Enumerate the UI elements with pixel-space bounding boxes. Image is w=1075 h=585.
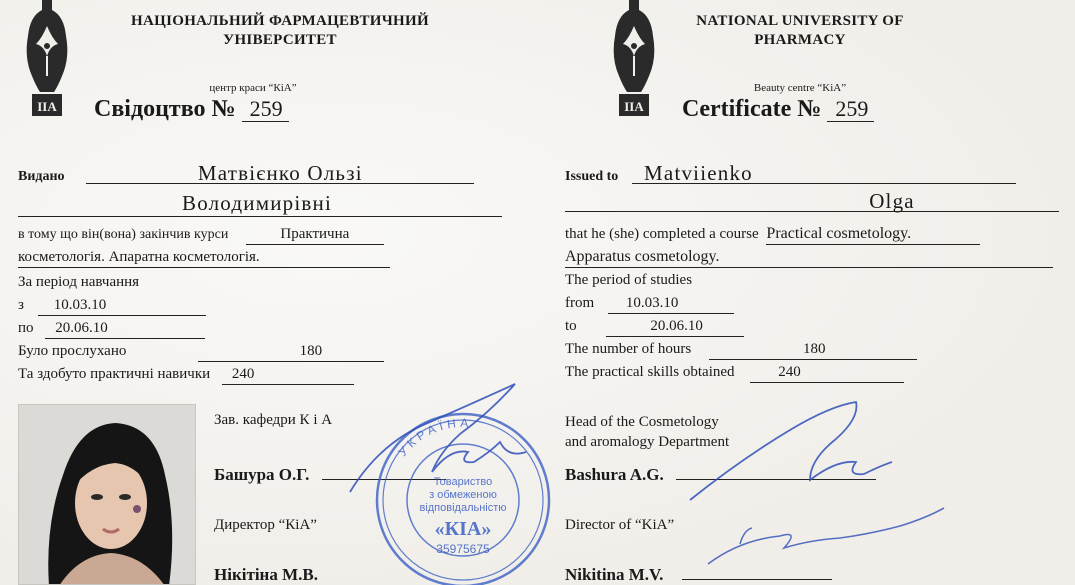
to-label: по — [18, 320, 34, 336]
svg-text:ІІА: ІІА — [37, 99, 57, 114]
beauty-centre-label: Beauty centre “KiA” — [753, 82, 847, 94]
director-name: Nikitina M.V. — [565, 565, 664, 584]
director-label: Директор “КіА” — [214, 517, 317, 533]
certificate-heading — [682, 96, 874, 123]
head-name-row — [214, 465, 446, 485]
head-signature-line — [322, 479, 446, 480]
university-title: НАЦІОНАЛЬНИЙ ФАРМАЦЕВТИЧНИЙ УНІВЕРСИТЕТ — [131, 13, 429, 48]
issued-row — [565, 163, 1016, 187]
course-part2: Apparatus cosmetology. — [565, 247, 1053, 268]
hours-value: 180 — [198, 341, 384, 362]
skills-value: 240 — [222, 364, 354, 385]
stamp-top-text: УКРАЇНА — [395, 415, 473, 459]
stamp-center: «КІА» — [434, 518, 492, 540]
divider-rule — [18, 216, 502, 217]
head-label: Зав. кафедри К і А — [214, 412, 333, 428]
hours-row — [18, 341, 384, 362]
head-signature-line — [676, 479, 876, 480]
from-row — [18, 295, 206, 316]
stamp-line2: з обмеженою — [429, 489, 497, 501]
certificate-number: 259 — [242, 97, 289, 122]
recipient-name-line2: Володимирівні — [182, 191, 332, 215]
name-line2-row — [565, 191, 1059, 214]
from-date: 10.03.10 — [608, 293, 734, 314]
period-label: The period of studies — [565, 272, 693, 288]
issued-row — [18, 163, 474, 187]
course-intro: в тому що він(вона) закінчив курси — [18, 227, 229, 242]
course-row-2 — [18, 247, 390, 268]
recipient-name-line1: Матвієнко Ользі — [86, 163, 474, 184]
vase-emblem-icon — [605, 0, 663, 119]
hours-value: 180 — [709, 339, 917, 360]
head-label-line2: and aromalogy Department — [565, 434, 730, 450]
head-name: Bashura A.G. — [565, 465, 664, 484]
recipient-name-line2: Olga — [565, 191, 1059, 212]
from-row — [565, 293, 734, 314]
course-part2: косметологія. Апаратна косметологія. — [18, 247, 390, 268]
from-label: з — [18, 297, 24, 313]
certificate-label: Свідоцтво № — [94, 96, 236, 122]
name-line2-row — [18, 193, 496, 216]
to-row — [565, 316, 744, 337]
skills-row — [565, 362, 904, 383]
head-name: Башура О.Г. — [214, 465, 310, 484]
stamp-code: 35975675 — [436, 542, 490, 556]
course-part1: Практична — [246, 224, 384, 245]
hours-row — [565, 339, 917, 360]
course-intro: that he (she) completed a course — [565, 226, 759, 242]
certificate-heading — [94, 96, 289, 123]
head-label-line1: Head of the Cosmetology — [565, 414, 719, 430]
course-part1: Practical cosmetology. — [766, 224, 980, 245]
university-title: NATIONAL UNIVERSITY OF PHARMACY — [696, 13, 904, 48]
to-date: 20.06.10 — [45, 318, 205, 339]
director-signature-line — [682, 579, 832, 580]
to-row — [18, 318, 205, 339]
skills-value: 240 — [750, 362, 904, 383]
director-name-row — [565, 565, 832, 585]
course-row-2 — [565, 247, 1053, 268]
skills-row — [18, 364, 354, 385]
stamp-line3: відповідальністю — [419, 502, 507, 514]
from-label: from — [565, 295, 595, 311]
head-name-row — [565, 465, 876, 485]
course-row — [565, 224, 980, 245]
english-column — [565, 0, 1065, 585]
skills-label: Та здобуто практичні навички — [18, 366, 211, 382]
to-label: to — [565, 318, 577, 334]
hours-label: Було прослухано — [18, 343, 127, 359]
issued-label: Видано — [18, 169, 65, 184]
ukrainian-column — [18, 0, 538, 585]
certificate-label: Certificate № — [682, 96, 822, 122]
skills-label: The practical skills obtained — [565, 364, 735, 380]
period-label: За період навчання — [18, 274, 140, 290]
from-date: 10.03.10 — [38, 295, 206, 316]
stamp-line1: Товариство — [433, 476, 493, 488]
vase-emblem-icon — [18, 0, 76, 119]
certificate-number: 259 — [827, 97, 874, 122]
to-date: 20.06.10 — [606, 316, 744, 337]
hours-label: The number of hours — [565, 341, 692, 357]
recipient-name-line1: Matviienko — [632, 163, 1016, 184]
portrait-image — [19, 405, 196, 585]
svg-text:ІІА: ІІА — [624, 99, 644, 114]
course-row — [18, 224, 384, 245]
beauty-centre-label: центр краси “КіА” — [209, 82, 297, 94]
issued-label: Issued to — [565, 169, 619, 184]
director-label: Director of “KiA” — [565, 517, 675, 533]
recipient-photo — [18, 404, 196, 585]
director-name: Нікітіна М.В. — [214, 565, 318, 584]
